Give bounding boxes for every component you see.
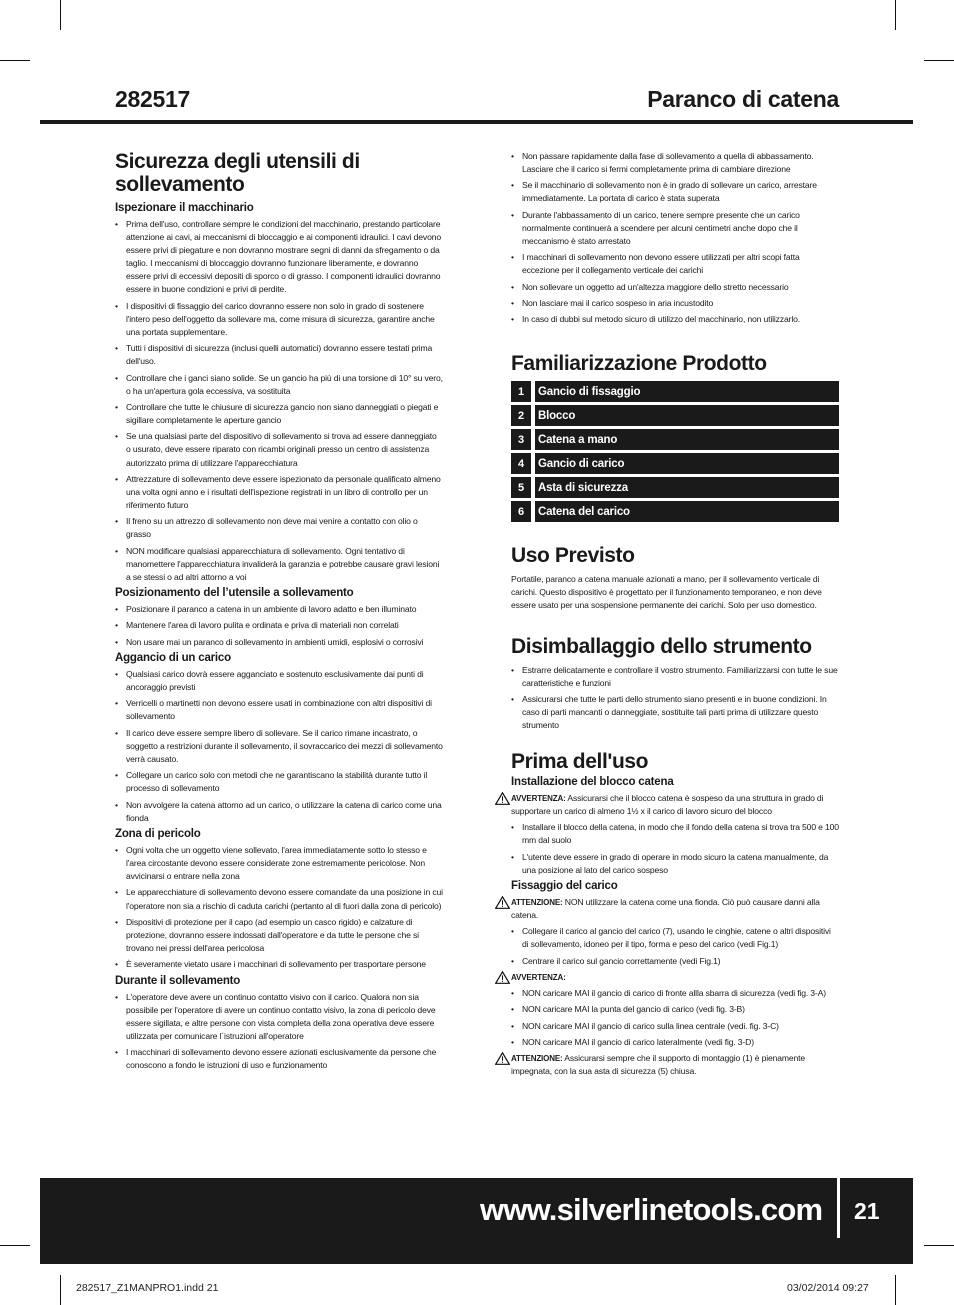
list-item: • Dispositivi di protezione per il capo (ad esempio un casco rigido) e calzature di protezione, dovranno essere indossati dall'operatore e da tutte le persone che si trovano nei pressi dell'area pericolosa — [115, 916, 443, 955]
list-item: • Non lasciare mai il carico sospeso in aria incustodito — [511, 297, 839, 310]
list-item: • Controllare che i ganci siano solide. Se un gancio ha più di una torsione di 10° su vero, o ha un'apertura gola eccessiva, va sostituita — [115, 372, 443, 398]
footer-bar — [40, 1178, 913, 1264]
subsection-heading: Posizionamento del l’utensile a sollevamento — [115, 587, 354, 600]
part-number: 5 — [511, 477, 531, 498]
warning-install — [511, 792, 839, 818]
caution-mount — [511, 1052, 839, 1078]
list-item: • NON caricare MAI il gancio di carico di fronte allla sbarra di sicurezza (vedi fig. 3-A) — [511, 987, 839, 1000]
list-item: • Durante l'abbassamento di un carico, tenere sempre presente che un carico normalmente continuerà a scendere per alcuni centimetri anche dopo che il meccanismo è stato arrestato — [511, 209, 839, 248]
part-number: 6 — [511, 501, 531, 522]
part-number: 3 — [511, 429, 531, 450]
list-item: • È severamente vietato usare i macchinari di sollevamento per trasportare persone — [115, 958, 443, 971]
bullet-list — [115, 668, 443, 825]
product-code: 282517 — [115, 86, 190, 112]
warning-label: AVVERTENZA: — [511, 794, 566, 804]
warning-triangle-icon — [495, 792, 510, 805]
list-item: • I macchinari di sollevamento non devono essere utilizzati per altri scopi fatta eccezione per il collegamento verticale dei carichi — [511, 251, 839, 277]
crop-mark — [60, 0, 61, 30]
list-item: • NON modificare qualsiasi apparecchiatura di sollevamento. Ogni tentativo di manomettere l'apparecchiatura invaliderà la garanzia e potrebbe causare gravi lesioni a se stessi o ad altri attorno a voi — [115, 545, 443, 584]
footer-divider — [837, 1178, 840, 1238]
subsection-heading: Durante il sollevamento — [115, 974, 241, 987]
list-item: • NON caricare MAI il gancio di carico lateralmente (vedi fig. 3-D) — [511, 1036, 839, 1049]
list-item: • Estrarre delicatamente e controllare il vostro strumento. Familiarizzarsi con tutte le sue caratteristiche e funzioni — [511, 664, 839, 690]
parts-row — [511, 405, 839, 426]
page-header — [115, 86, 839, 114]
bullet-list — [115, 603, 443, 649]
section-title-unpacking: Disimballaggio dello strumento — [511, 634, 812, 658]
list-item: • Non sollevare un oggetto ad un'altezza maggiore dello stretto necessario — [511, 281, 839, 294]
crop-mark — [0, 60, 30, 61]
list-item: • Centrare il carico sul gancio correttamente (vedi Fig.1) — [511, 955, 839, 968]
bullet-list — [115, 218, 443, 584]
list-item: • Assicurarsi che tutte le parti dello strumento siano presenti e in buone condizioni. In caso di parti mancanti o danneggiate, sostituite tali parti prima di utilizzare questo strumento — [511, 693, 839, 732]
list-item: • Non avvolgere la catena attorno ad un carico, o utilizzare la catena di carico come una fionda — [115, 799, 443, 825]
subsection-heading: Ispezionare il macchinario — [115, 202, 254, 214]
list-item: • Ogni volta che un oggetto viene sollevato, l'area immediatamente sotto lo stesso e l'area circostante devono essere considerate zone estremamente pericolose. Non avvicinarsi o entrare nella zona — [115, 844, 443, 883]
part-name: Gancio di fissaggio — [535, 381, 839, 402]
list-item: • L'utente deve essere in grado di operare in modo sicuro la catena manualmente, da una posizione al lato del carico sospeso — [511, 851, 839, 877]
part-number: 1 — [511, 381, 531, 402]
intended-use-text: Portatile, paranco a catena manuale azionati a mano, per il sollevamento verticale di carichi. Questo dispositivo è progettato per il funzionamento temporaneo, e non deve essere usato per una sospensione permanente dei carichi. Solo per uso domestico. — [511, 574, 822, 611]
section-title-safety: Sicurezza degli utensili di sollevamento — [115, 150, 360, 196]
parts-row — [511, 429, 839, 450]
list-item: • Se il macchinario di sollevamento non è in grado di sollevare un carico, arrestare immediatamente. La portata di carico è stata superata — [511, 179, 839, 205]
fix-list — [511, 925, 839, 967]
part-number: 4 — [511, 453, 531, 474]
list-item: • Le apparecchiature di sollevamento devono essere comandate da una posizione in cui l'operatore non sia a rischio di caduta carichi (pertanto al di fuori dalla zona di pericolo) — [115, 886, 443, 912]
list-item: • Verricelli o martinetti non devono essere usati in combinazione con altri dispositivi di sollevamento — [115, 697, 443, 723]
right-column — [511, 150, 839, 1081]
slug-date: 03/02/2014 09:27 — [787, 1282, 869, 1294]
list-item: • I macchinari di sollevamento devono essere azionati esclusivamente da persone che conoscono a fondo le istruzioni di uso e funzionamento — [115, 1046, 443, 1072]
crop-mark — [924, 60, 954, 61]
warning-triangle-icon — [495, 971, 510, 984]
section-title-before-use: Prima dell'uso — [511, 750, 649, 774]
list-item: • NON caricare MAI la punta del gancio di carico (vedi fig. 3-B) — [511, 1003, 839, 1016]
warning-hook — [511, 971, 839, 984]
list-item: • Tutti i dispositivi di sicurezza (inclusi quelli automatici) dovranno essere testati prima dell'uso. — [115, 342, 443, 368]
caution-text: NON utilizzare la catena come una fionda. Ciò può causare danni alla catena. — [511, 897, 820, 921]
warning-triangle-icon — [495, 1052, 510, 1065]
list-item: • I dispositivi di fissaggio del carico dovranno essere non solo in grado di sostenere l'intero peso dell'oggetto da sollevare ma, come misura di sicurezza, garantire anche una portata supplementare. — [115, 300, 443, 339]
parts-row — [511, 453, 839, 474]
list-item: • Non usare mai un paranco di sollevamento in ambienti umidi, esplosivi o corrosivi — [115, 636, 443, 649]
list-item: • Se una qualsiasi parte del dispositivo di sollevamento si trova ad essere danneggiato o usurato, deve essere riparato con ricambi originali presso un centro di assistenza autorizzato prima di utilizzare l'apparecchiatura — [115, 430, 443, 469]
list-item: • Il freno su un attrezzo di sollevamento non deve mai venire a contatto con olio o grasso — [115, 515, 443, 541]
unpacking-list — [511, 664, 839, 733]
part-name: Blocco — [535, 405, 839, 426]
list-item: • Collegare il carico al gancio del carico (7), usando le cinghie, catene o altri dispositivi di sollevamento, idoneo per il tipo, forma e peso del carico (vedi Fig.1) — [511, 925, 839, 951]
list-item: • Non passare rapidamente dalla fase di sollevamento a quella di abbassamento. Lasciare che il carico si fermi completamente prima di cambiare direzione — [511, 150, 839, 176]
hook-warning-list — [511, 987, 839, 1049]
lifting-continued-list — [511, 150, 839, 326]
list-item: • Collegare un carico solo con metodi che ne garantiscano la stabilità durante tutto il processo di sollevamento — [115, 769, 443, 795]
bullet-list — [115, 844, 443, 971]
list-item: • Posizionare il paranco a catena in un ambiente di lavoro adatto e ben illuminato — [115, 603, 443, 616]
part-name: Catena del carico — [535, 501, 839, 522]
install-list — [511, 821, 839, 877]
list-item: • L'operatore deve avere un continuo contatto visivo con il carico. Qualora non sia possibile per l'operatore di avere un continuo contatto visivo, la zona di pericolo deve essere sigillata, e altre persone con vista completa della zona operativa deve essere utilizzata per comunicare l´istruzioni all'operatore — [115, 991, 443, 1043]
crop-mark — [0, 1245, 30, 1246]
caution-label: ATTENZIONE: — [511, 898, 563, 908]
caution-text: Assicurarsi sempre che il supporto di montaggio (1) è pienamente impegnata, con la sua asta di sicurezza (5) chiusa. — [511, 1053, 805, 1077]
parts-table — [511, 381, 839, 522]
install-heading: Installazione del blocco catena — [511, 776, 674, 789]
fix-heading: Fissaggio del carico — [511, 880, 618, 893]
caution-fix — [511, 896, 839, 922]
list-item: • Controllare che tutte le chiusure di sicurezza gancio non siano danneggiati o piegati e sigillare completamente le aperture gancio — [115, 401, 443, 427]
list-item: • Installare il blocco della catena, in modo che il fondo della catena si trova tra 500 e 100 mm dal suolo — [511, 821, 839, 847]
page-number: 21 — [854, 1198, 880, 1224]
crop-mark — [895, 0, 896, 30]
section-title-familiarisation: Familiarizzazione Prodotto — [511, 352, 767, 376]
list-item: • Attrezzature di sollevamento deve essere ispezionato da personale qualificato almeno una volta ogni anno e i risultati dell'ispezione registrati in un libro di controllo per un riferimento futuro — [115, 473, 443, 512]
crop-mark — [60, 1275, 61, 1305]
subsection-heading: Zona di pericolo — [115, 827, 201, 840]
list-item: • Il carico deve essere sempre libero di sollevare. Se il carico rimane incastrato, o soggetto a restrizioni durante il sollevamento, il sovraccarico dei mezzi di sollevamento verrà causato. — [115, 727, 443, 766]
crop-mark — [895, 1275, 896, 1305]
warning-triangle-icon — [495, 896, 510, 909]
parts-row — [511, 501, 839, 522]
list-item: • Mantenere l'area di lavoro pulita e ordinata e priva di materiali non correlati — [115, 619, 443, 632]
warning-label: AVVERTENZA: — [511, 972, 566, 982]
safety-groups — [115, 202, 443, 1072]
part-name: Catena a mano — [535, 429, 839, 450]
parts-row — [511, 477, 839, 498]
section-title-intended-use: Uso Previsto — [511, 544, 635, 568]
list-item: • NON caricare MAI il gancio di carico sulla linea centrale (vedi. fig. 3-C) — [511, 1020, 839, 1033]
bullet-list — [115, 991, 443, 1073]
left-column — [115, 150, 443, 1075]
part-name: Gancio di carico — [535, 453, 839, 474]
warning-text: Assicurarsi che il blocco catena è sospeso da una struttura in grado di supportare un carico di almeno 1½ x il carico di lavoro sicuro del blocco — [511, 793, 824, 817]
part-name: Asta di sicurezza — [535, 477, 839, 498]
header-rule — [40, 120, 913, 124]
subsection-heading: Aggancio di un carico — [115, 651, 231, 664]
list-item: • Qualsiasi carico dovrà essere agganciato e sostenuto esclusivamente dai punti di ancoraggio previsti — [115, 668, 443, 694]
crop-mark — [924, 1245, 954, 1246]
list-item: • Prima dell'uso, controllare sempre le condizioni del macchinario, prestando particolare attenzione ai cavi, ai meccanismi di bloccaggio e ai componenti idraulici. I cavi devono essere privi di piegature e non dovranno mostrare segni di danni da sfregamento o da taglio. I meccanismi di bloccaggio dovranno funzionare liberamente, e dovranno essere privi di eccessivi depositi di sporco o di grasso. I componenti idraulici dovranno essere in buone condizioni e privi di perdite. — [115, 218, 443, 297]
part-number: 2 — [511, 405, 531, 426]
caution-label: ATTENZIONE: — [511, 1054, 563, 1064]
list-item: • In caso di dubbi sul metodo sicuro di utilizzo del macchinario, non utilizzarlo. — [511, 313, 839, 326]
product-name: Paranco di catena — [647, 86, 839, 112]
slug-file: 282517_Z1MANPRO1.indd 21 — [76, 1282, 219, 1294]
parts-row — [511, 381, 839, 402]
website-link[interactable]: www.silverlinetools.com — [480, 1192, 823, 1227]
